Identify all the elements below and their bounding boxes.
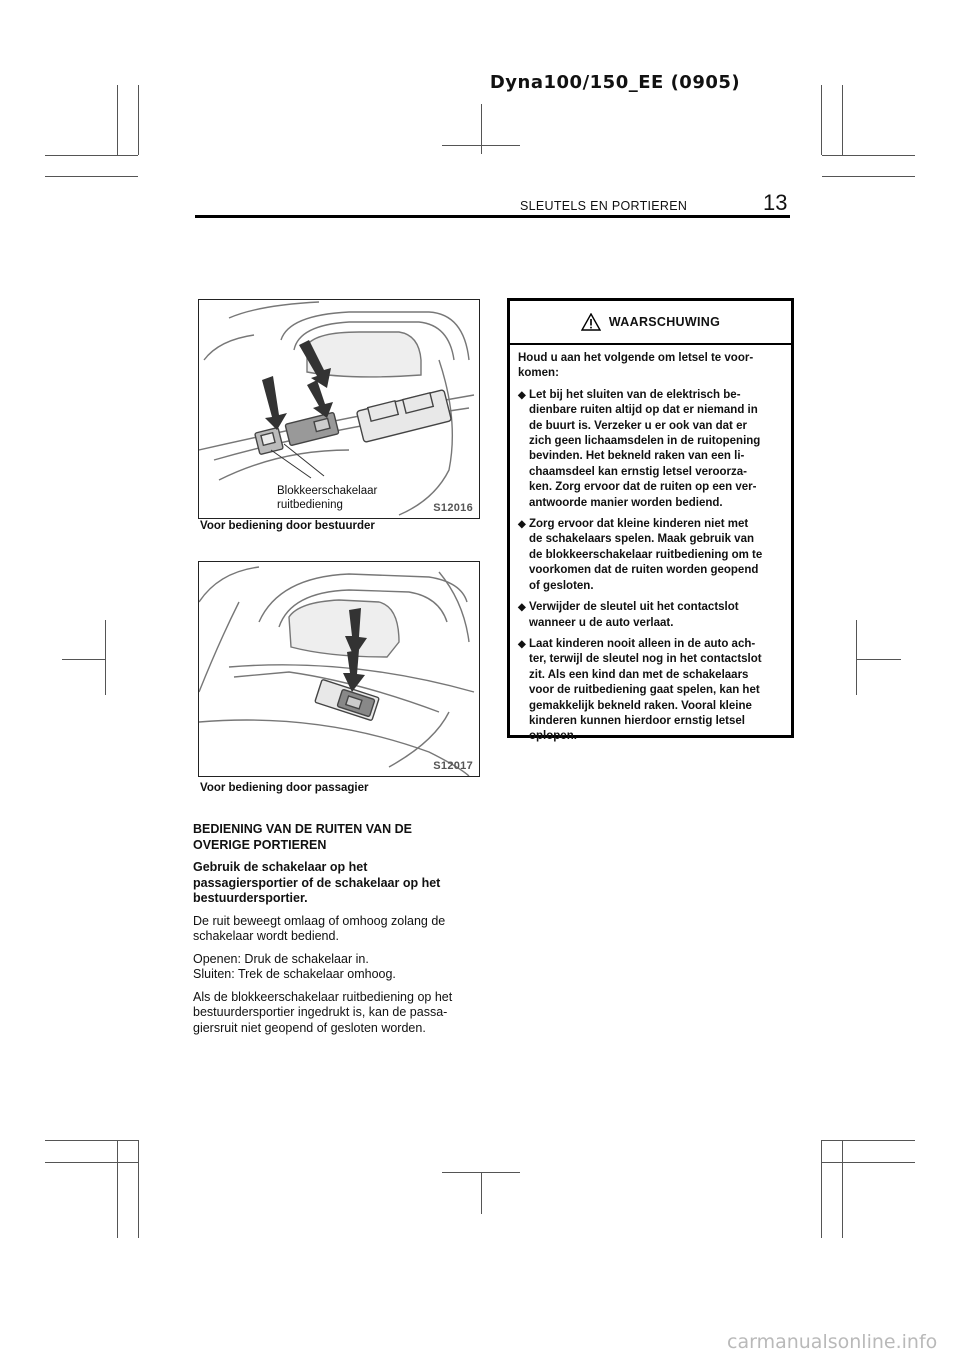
bullet-text: Let bij het sluiten van de elektrisch be- dienbare ruiten altijd op dat er niemand in de buurt is. Verzeker u er ook van dat er zich geen lichaamsdelen in de ruitopening bevinden. Het bekneld raken van een li- chaamsdeel kan ernstig letsel veroorza- ken. Zorg ervoor dat de ruiten op een ver- antwoorde manier worden bediend. xyxy=(529,388,761,509)
bullet-diamond-icon: ◆ xyxy=(518,602,526,614)
warning-list xyxy=(518,388,785,745)
paragraph: Openen: Druk de schakelaar in. Sluiten: Trek de schakelaar omhoog. xyxy=(193,951,396,981)
warning-bullet xyxy=(518,517,785,594)
figure-caption: Voor bediening door bestuurder xyxy=(200,520,375,532)
section-heading: BEDIENING VAN DE RUITEN VAN DE OVERIGE PORTIEREN xyxy=(193,822,413,852)
section-title: SLEUTELS EN PORTIEREN xyxy=(520,199,688,213)
page-number: 13 xyxy=(763,190,788,215)
watermark: carmanualsonline.info xyxy=(727,1331,938,1353)
warning-bullet xyxy=(518,600,785,631)
instruction-intro: Gebruik de schakelaar op het passagiersportier of de schakelaar op het bestuurdersportier. xyxy=(193,860,441,905)
callout-lock-switch: Blokkeerschakelaar ruitbediening xyxy=(277,485,378,511)
bullet-text: Laat kinderen nooit alleen in de auto ach- ter, terwijl de sleutel nog in het contactslot zit. Als een kind dan met de schakelaars voor de ruitbediening gaat spelen, kan het gemakkelijk bekneld raken. Vooral kleine kinderen kunnen hierdoor ernstig letsel oplopen. xyxy=(529,637,762,743)
bullet-diamond-icon: ◆ xyxy=(518,389,526,401)
warning-bullet xyxy=(518,388,785,511)
figure-code: S12016 xyxy=(433,502,473,514)
door-panel-illustration xyxy=(199,562,479,776)
warning-box xyxy=(507,298,794,743)
warning-title: WAARSCHUWING xyxy=(608,315,721,329)
warning-header xyxy=(510,301,791,345)
bullet-diamond-icon: ◆ xyxy=(518,638,526,650)
bullet-diamond-icon: ◆ xyxy=(518,519,526,531)
warning-intro: Houd u aan het volgende om letsel te voor- komen: xyxy=(518,352,754,380)
paragraph: De ruit beweegt omlaag of omhoog zolang de schakelaar wordt bediend. xyxy=(193,913,446,943)
bullet-text: Verwijder de sleutel uit het contactslot wanneer u de auto verlaat. xyxy=(529,601,739,629)
paragraph: Als de blokkeerschakelaar ruitbediening op het bestuurdersportier ingedrukt is, kan de passa- giersruit niet geopend of gesloten worden. xyxy=(193,989,453,1035)
figure-code: S12017 xyxy=(433,760,473,772)
figure-driver-controls xyxy=(198,299,480,519)
bullet-text: Zorg ervoor dat kleine kinderen niet met de schakelaars spelen. Maak gebruik van de blokkeerschakelaar ruitbediening om te voorkomen dat de ruiten worden geopend of gesloten. xyxy=(529,518,763,592)
document-code: Dyna100/150_EE (0905) xyxy=(489,72,741,93)
figure-caption: Voor bediening door passagier xyxy=(200,782,369,794)
warning-body xyxy=(510,345,791,745)
header-rule xyxy=(195,215,790,218)
warning-triangle-icon xyxy=(581,313,601,331)
warning-bullet xyxy=(518,637,785,745)
body-section xyxy=(193,822,485,1043)
figure-passenger-controls xyxy=(198,561,480,777)
